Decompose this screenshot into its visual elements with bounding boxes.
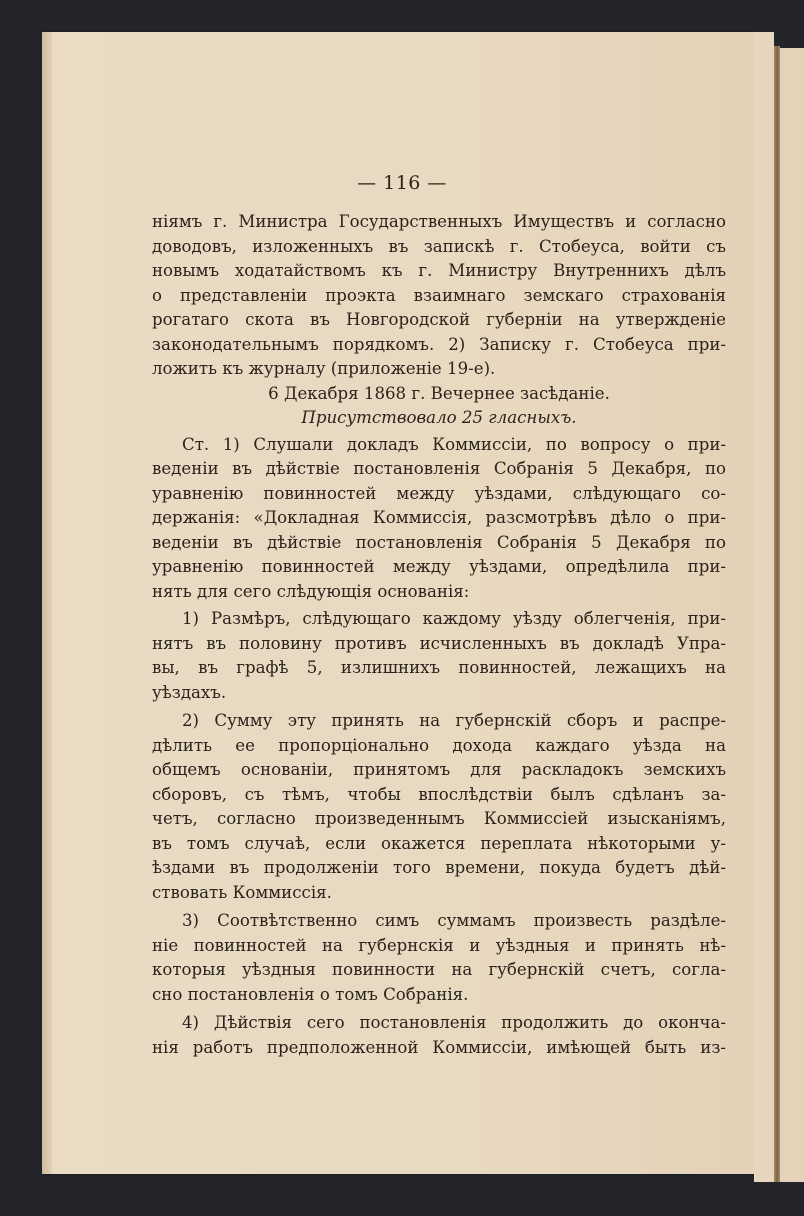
article-paragraph bbox=[152, 433, 726, 605]
text-line: 1) Размѣръ, слѣдующаго каждому уѣзду облегченія, при- bbox=[182, 609, 726, 628]
text-line: веденіи въ дѣйствіе постановленія Собранія 5 Декабря, по bbox=[152, 459, 726, 478]
point-3 bbox=[152, 909, 726, 1007]
point-4 bbox=[152, 1011, 726, 1060]
text-line: общемъ основаніи, принятомъ для раскладокъ земскихъ bbox=[152, 760, 726, 779]
page-text bbox=[152, 210, 726, 1060]
text-line: уѣздахъ. bbox=[152, 682, 227, 702]
text-line: ѣздами въ продолженіи того времени, покуда будетъ дѣй- bbox=[152, 858, 726, 877]
text-line: 3) Соотвѣтственно симъ суммамъ произвесть раздѣле- bbox=[182, 911, 726, 930]
text-line: дѣлить ее пропорціонально дохода каждаго уѣзда на bbox=[152, 735, 726, 755]
text-line: ніямъ г. Министра Государственныхъ Имуществъ и согласно bbox=[152, 212, 726, 231]
text-line: доводовъ, изложенныхъ въ запискѣ г. Стобеуса, войти съ bbox=[152, 236, 726, 256]
point-1 bbox=[152, 607, 726, 705]
text-line: которыя уѣздныя повинности на губернскій счетъ, согла- bbox=[152, 960, 726, 979]
attendance-line: Присутствовало 25 гласныхъ. bbox=[301, 408, 577, 427]
page-right-margin bbox=[754, 32, 774, 1182]
text-line: Ст. 1) Слушали докладъ Коммиссіи, по вопросу о при- bbox=[182, 434, 726, 454]
text-line: законодательнымъ порядкомъ. 2) Записку г. Стобеуса при- bbox=[152, 334, 726, 354]
text-line: ствовать Коммиссія. bbox=[152, 882, 332, 902]
text-line: веденіи въ дѣйствіе постановленія Собранія 5 Декабря по bbox=[152, 532, 726, 552]
session-heading: 6 Декабря 1868 г. Вечернее засѣданіе. bbox=[268, 383, 610, 403]
text-line: о представленіи проэкта взаимнаго земскаго страхованія bbox=[152, 285, 726, 305]
text-line: уравненію повинностей между уѣздами, опредѣлила при- bbox=[152, 557, 726, 576]
text-line: ложить къ журналу (приложеніе 19-е). bbox=[152, 359, 496, 378]
text-line: въ томъ случаѣ, если окажется переплата нѣкоторыми у- bbox=[152, 833, 726, 853]
text-line: нятъ въ половину противъ исчисленныхъ въ докладѣ Упра- bbox=[152, 633, 726, 653]
text-line: нія работъ предположенной Коммиссіи, имѣющей быть из- bbox=[152, 1037, 726, 1057]
page-edge bbox=[42, 32, 52, 1174]
text-line: 4) Дѣйствія сего постановленія продолжить до оконча- bbox=[182, 1013, 726, 1032]
text-line: новымъ ходатайствомъ къ г. Министру Внутреннихъ дѣлъ bbox=[152, 261, 726, 280]
text-line: сно постановленія о томъ Собранія. bbox=[152, 984, 469, 1004]
text-line: четъ, согласно произведеннымъ Коммиссіей изысканіямъ, bbox=[152, 809, 726, 828]
page-number: — 116 — bbox=[357, 172, 447, 194]
text-line: вы, въ графѣ 5, излишнихъ повинностей, лежащихъ на bbox=[152, 658, 726, 677]
text-line: уравненію повинностей между уѣздами, слѣдующаго со- bbox=[152, 483, 726, 503]
text-line: ніе повинностей на губернскія и уѣздныя и принять нѣ- bbox=[152, 935, 726, 955]
point-2 bbox=[152, 709, 726, 905]
paragraph-continuation bbox=[152, 210, 726, 382]
text-line: сборовъ, съ тѣмъ, чтобы впослѣдствіи былъ сдѣланъ за- bbox=[152, 784, 726, 804]
text-line: нять для сего слѣдующія основанія: bbox=[152, 581, 470, 601]
text-line: 2) Сумму эту принять на губернскій сборъ и распре- bbox=[182, 711, 726, 730]
text-line: рогатаго скота въ Новгородской губерніи на утвержденіе bbox=[152, 310, 726, 329]
text-line: держанія: «Докладная Коммиссія, разсмотрѣвъ дѣло о при- bbox=[152, 508, 726, 527]
adjacent-page-edge bbox=[780, 48, 804, 1182]
